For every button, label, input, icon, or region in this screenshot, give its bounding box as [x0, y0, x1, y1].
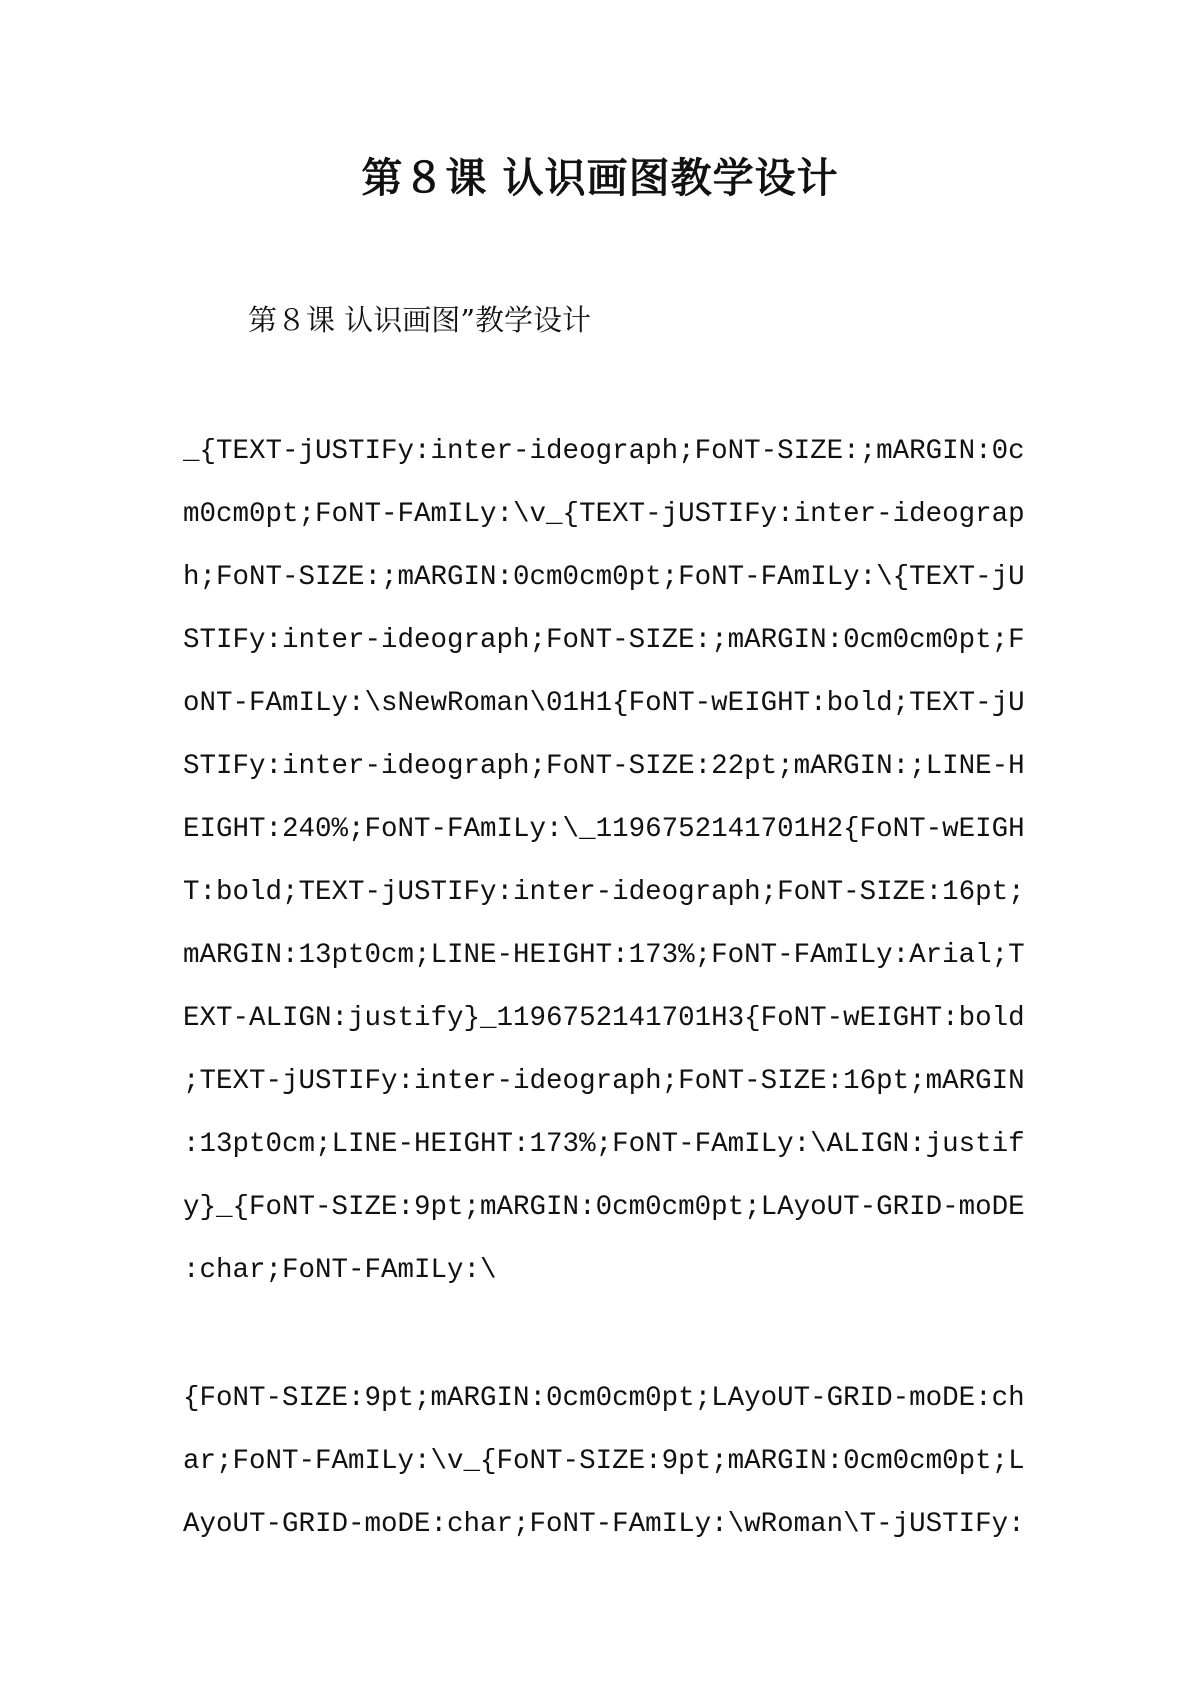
document-title: 第８课 认识画图教学设计 — [361, 154, 839, 202]
paragraph-line: T:bold;TEXT-jUSTIFy:inter-ideograph;FoNT-SIZE:16pt; — [183, 877, 1025, 908]
paragraph-line: EXT-ALIGN:justify}_1196752141701H3{FoNT-wEIGHT:bold — [183, 1003, 1025, 1034]
paragraph-line: :13pt0cm;LINE-HEIGHT:173%;FoNT-FAmILy:\ALIGN:justif — [183, 1129, 1025, 1160]
body-paragraph-1 — [183, 420, 1183, 1302]
paragraph-line: STIFy:inter-ideograph;FoNT-SIZE:22pt;mARGIN:;LINE-H — [183, 751, 1025, 782]
document-subtitle: 第８课 认识画图”教学设计 — [248, 303, 592, 337]
paragraph-line: ar;FoNT-FAmILy:\v_{FoNT-SIZE:9pt;mARGIN:0cm0cm0pt;L — [183, 1446, 1025, 1477]
paragraph-line: h;FoNT-SIZE:;mARGIN:0cm0cm0pt;FoNT-FAmILy:\{TEXT-jU — [183, 562, 1025, 593]
paragraph-line: STIFy:inter-ideograph;FoNT-SIZE:;mARGIN:0cm0cm0pt;F — [183, 625, 1025, 656]
paragraph-line: ;TEXT-jUSTIFy:inter-ideograph;FoNT-SIZE:16pt;mARGIN — [183, 1066, 1025, 1097]
paragraph-line: mARGIN:13pt0cm;LINE-HEIGHT:173%;FoNT-FAmILy:Arial;T — [183, 940, 1025, 971]
paragraph-line: AyoUT-GRID-moDE:char;FoNT-FAmILy:\wRoman\T-jUSTIFy: — [183, 1509, 1025, 1540]
paragraph-line: :char;FoNT-FAmILy:\ — [183, 1255, 497, 1286]
paragraph-line: y}_{FoNT-SIZE:9pt;mARGIN:0cm0cm0pt;LAyoUT-GRID-moDE — [183, 1192, 1025, 1223]
paragraph-line: _{TEXT-jUSTIFy:inter-ideograph;FoNT-SIZE:;mARGIN:0c — [183, 436, 1025, 467]
paragraph-line: EIGHT:240%;FoNT-FAmILy:\_1196752141701H2{FoNT-wEIGH — [183, 814, 1025, 845]
paragraph-line: {FoNT-SIZE:9pt;mARGIN:0cm0cm0pt;LAyoUT-GRID-moDE:ch — [183, 1383, 1025, 1414]
body-paragraph-2 — [183, 1367, 1183, 1556]
paragraph-line: m0cm0pt;FoNT-FAmILy:\v_{TEXT-jUSTIFy:inter-ideograp — [183, 499, 1025, 530]
paragraph-line: oNT-FAmILy:\sNewRoman\01H1{FoNT-wEIGHT:bold;TEXT-jU — [183, 688, 1025, 719]
